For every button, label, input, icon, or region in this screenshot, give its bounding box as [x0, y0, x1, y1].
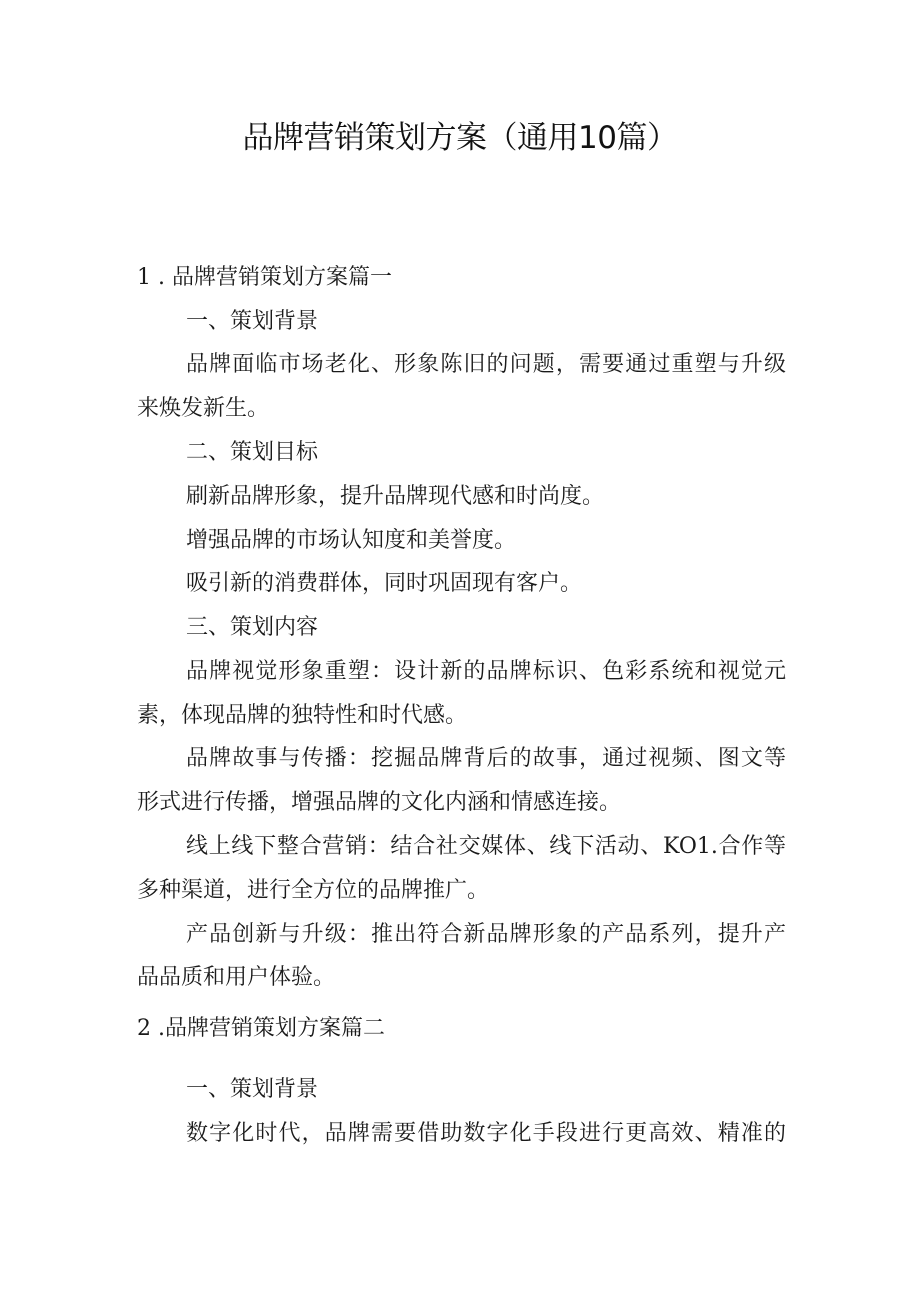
section-heading-2: 2 .品牌营销策划方案篇二	[137, 1016, 385, 1041]
paragraph-line: 品牌故事与传播：挖掘品牌背后的故事，通过视频、图文等	[186, 746, 786, 771]
paragraph-line: 增强品牌的市场认知度和美誉度。	[186, 528, 517, 553]
paragraph-line: 多种渠道，进行全方位的品牌推广。	[137, 878, 490, 903]
paragraph-line: 品牌面临市场老化、形象陈旧的问题，需要通过重塑与升级	[186, 352, 786, 377]
paragraph-line: 线上线下整合营销：结合社交媒体、线下活动、KO1.合作等	[186, 834, 786, 859]
subheading-background: 一、策划背景	[186, 1077, 319, 1102]
section-heading-1: 1 . 品牌营销策划方案篇一	[137, 265, 392, 290]
paragraph-line: 刷新品牌形象，提升品牌现代感和时尚度。	[186, 484, 605, 509]
document-title: 品牌营销策划方案（通用10篇）	[242, 120, 678, 156]
paragraph-line: 吸引新的消费群体，同时巩固现有客户。	[186, 571, 583, 596]
paragraph-line: 数字化时代，品牌需要借助数字化手段进行更高效、精准的	[186, 1121, 786, 1146]
paragraph-line: 来焕发新生。	[137, 396, 270, 421]
subheading-background: 一、策划背景	[186, 309, 319, 334]
subheading-goals: 二、策划目标	[186, 440, 319, 465]
paragraph-line: 形式进行传播，增强品牌的文化内涵和情感连接。	[137, 790, 622, 815]
paragraph-line: 产品创新与升级：推出符合新品牌形象的产品系列，提升产	[186, 922, 786, 947]
subheading-content: 三、策划内容	[186, 615, 319, 640]
paragraph-line: 品牌视觉形象重塑：设计新的品牌标识、色彩系统和视觉元	[186, 659, 786, 684]
paragraph-line: 品品质和用户体验。	[137, 965, 336, 990]
paragraph-line: 素，体现品牌的独特性和时代感。	[137, 703, 468, 728]
